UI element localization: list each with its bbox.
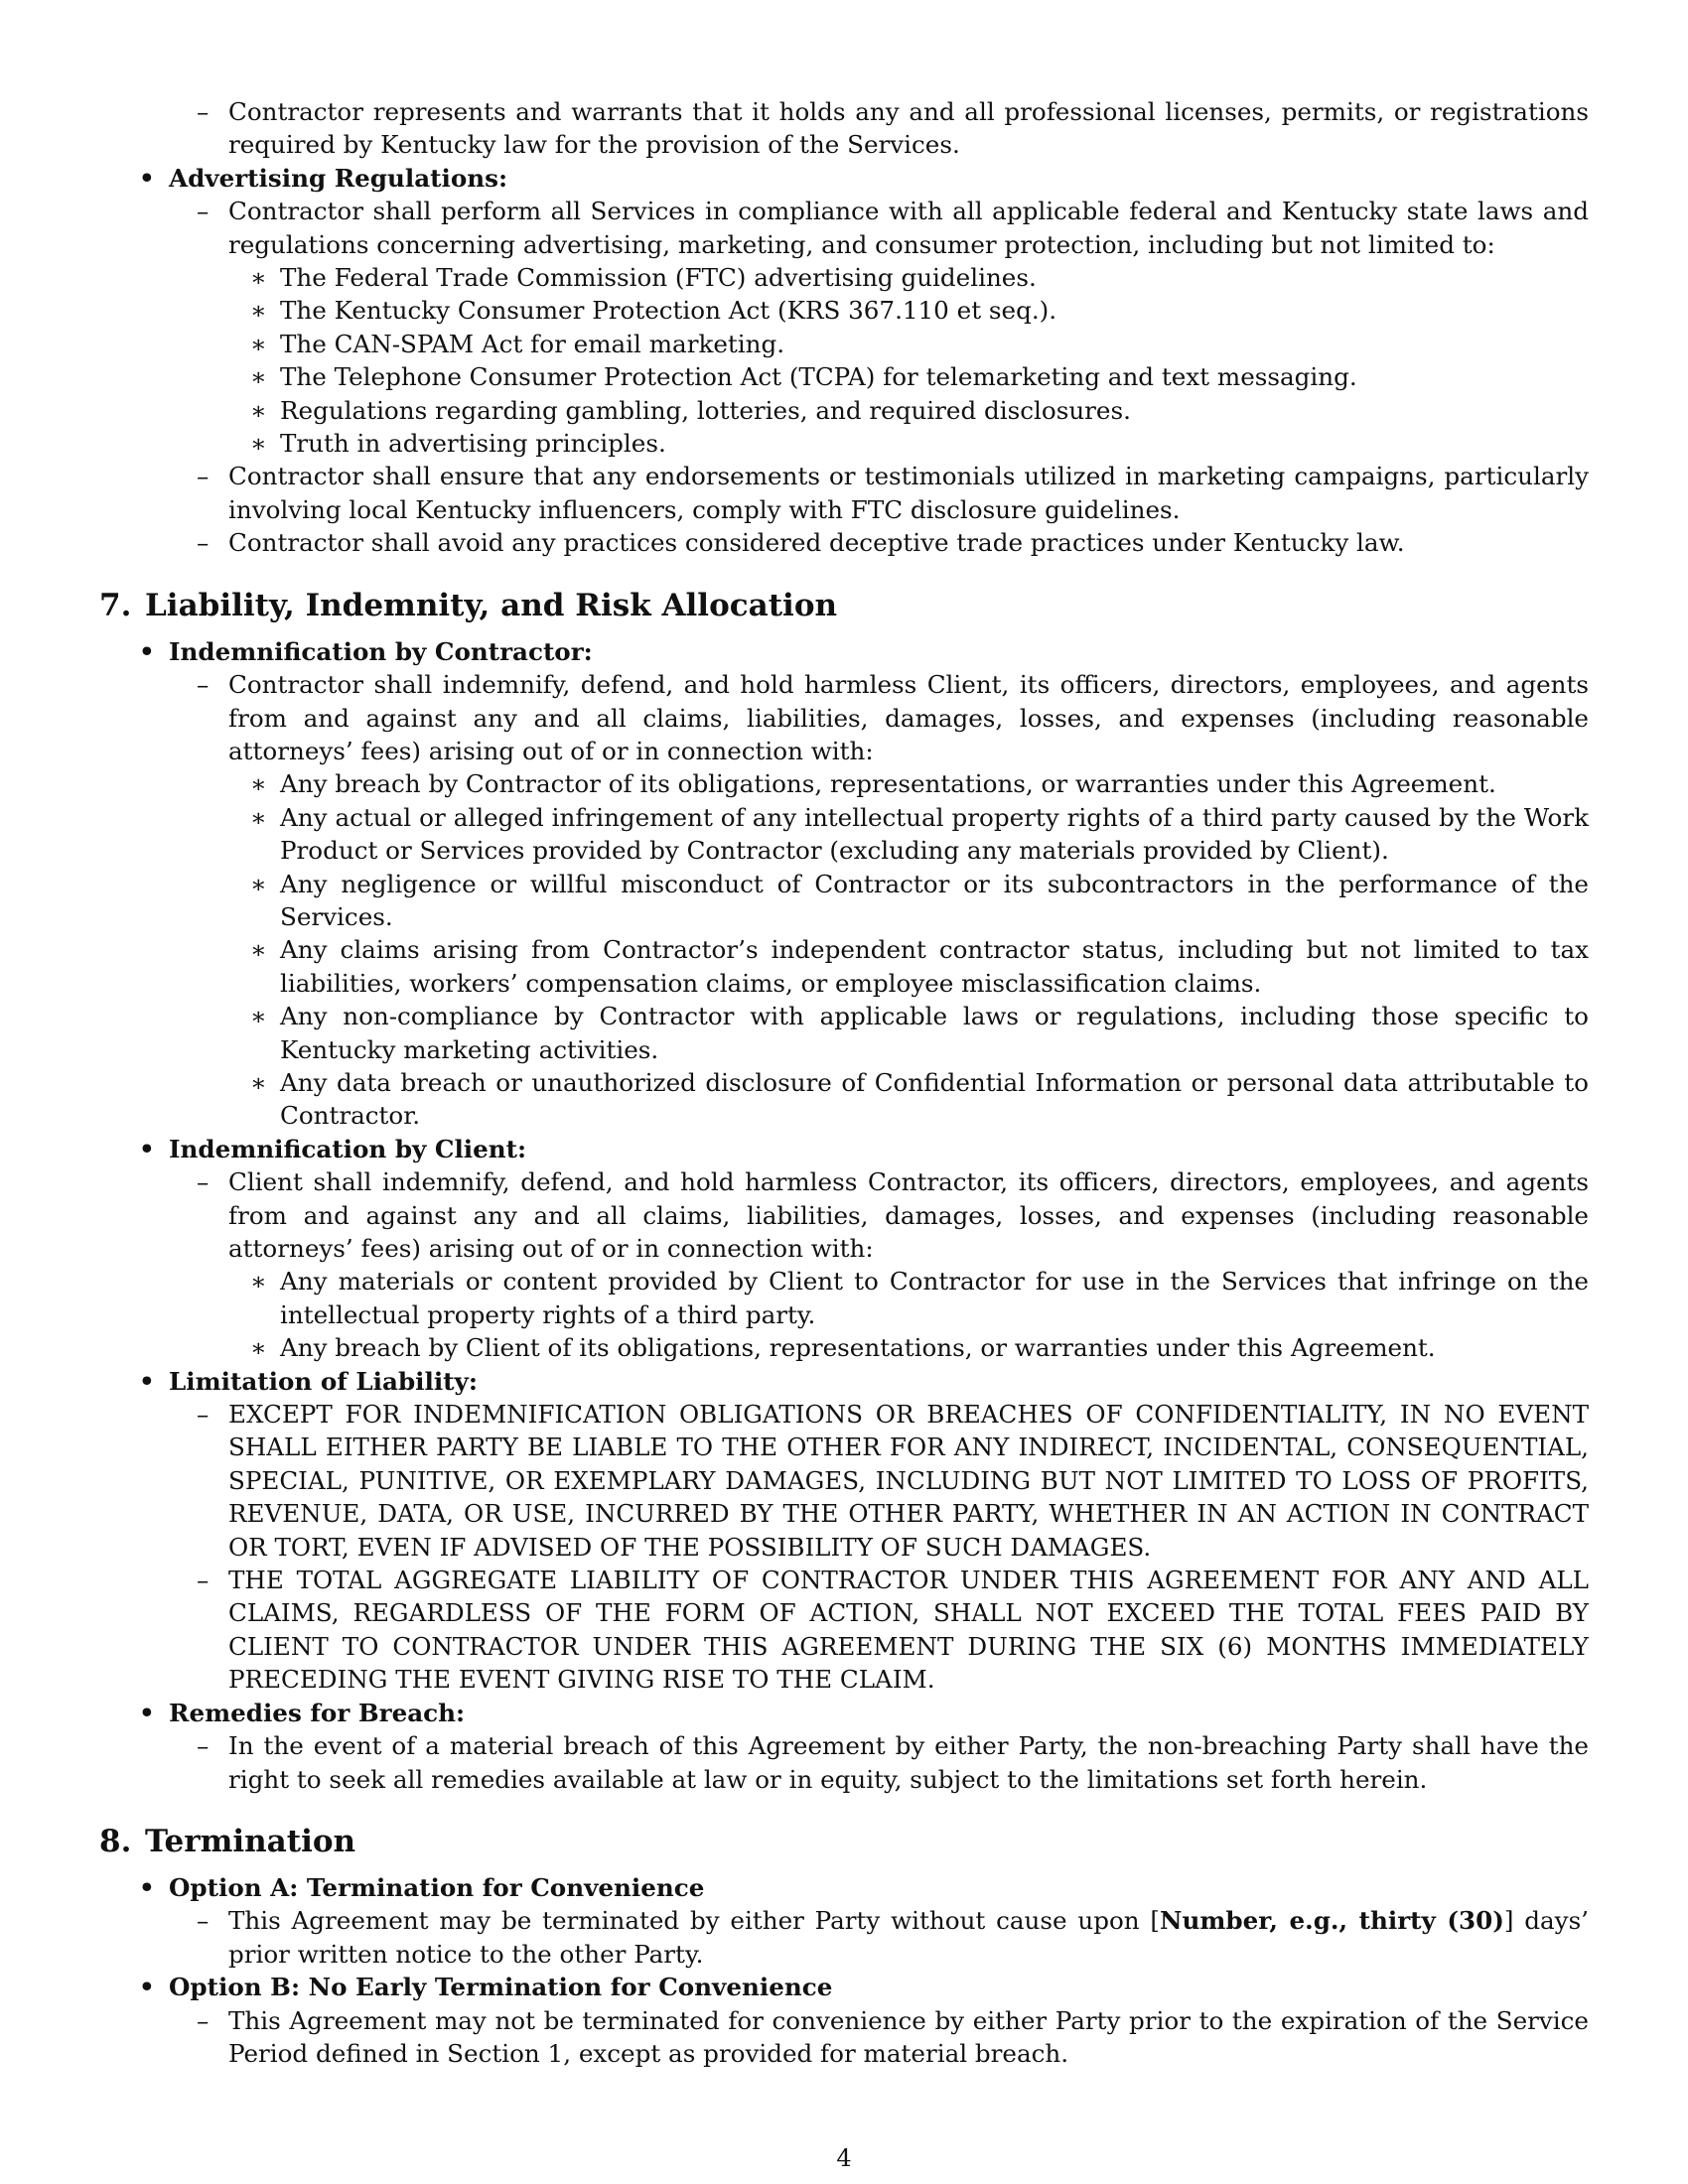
bullet-marker: • [139, 636, 155, 666]
star-marker: ∗ [250, 802, 267, 832]
list-item [250, 427, 1589, 460]
bullet-marker: • [139, 1698, 155, 1727]
advertising-item: The Federal Trade Commission (FTC) advertising guidelines. [280, 263, 1037, 293]
list-item [250, 1331, 1589, 1364]
list-item [197, 2004, 1589, 2071]
client-indemnification-title: Indemnification by Client: [169, 1134, 527, 1163]
dash-marker: – [197, 670, 210, 700]
dash-marker: – [197, 462, 210, 491]
section-title: Termination [145, 1823, 356, 1859]
star-marker: ∗ [250, 769, 267, 799]
list-item [250, 767, 1589, 800]
list-item [250, 394, 1589, 427]
list-item [197, 1165, 1589, 1265]
list-item [250, 328, 1589, 360]
remedies-text: In the event of a material breach of this Agreement by either Party, the non-breaching Party shall have the right to seek all remedies available at law or in equity, subject to the limitations set forth herein. [228, 1731, 1589, 1794]
endorsements-text: Contractor shall ensure that any endorsements or testimonials utilized in marketing campaigns, particularly involving local Kentucky influencers, comply with FTC disclosure guidelines. [228, 462, 1589, 524]
contractor-indemnification-title: Indemnification by Contractor: [169, 636, 593, 666]
list-item [197, 95, 1589, 162]
dash-marker: – [197, 1167, 210, 1197]
star-marker: ∗ [250, 429, 267, 459]
list-item [250, 933, 1589, 1000]
list-item [250, 868, 1589, 934]
section-7-heading [99, 584, 1589, 627]
option-a-text-start: This Agreement may be terminated by either Party without cause upon [ [228, 1906, 1161, 1936]
advertising-intro: Contractor shall perform all Services in compliance with all applicable federal and Kentucky state laws and regulations concerning advertising, marketing, and consumer protection, including but not limited to: [228, 197, 1589, 259]
contractor-item: Any data breach or unauthorized disclosure of Confidential Information or personal data attributable to Contractor. [280, 1067, 1589, 1131]
list-item [250, 801, 1589, 868]
list-item [197, 668, 1589, 767]
list-item [197, 460, 1589, 526]
list-item [197, 1729, 1589, 1796]
option-a-placeholder: Number, e.g., thirty (30) [1160, 1906, 1504, 1936]
option-a-title: Option A: Termination for Convenience [169, 1872, 705, 1902]
star-marker: ∗ [250, 869, 267, 898]
bullet-marker: • [139, 1366, 155, 1396]
list-item [250, 294, 1589, 327]
client-indemnification-intro: Client shall indemnify, defend, and hold harmless Contractor, its officers, directors, employees, and agents from and against any and all claims, liabilities, damages, losses, and expenses (including reasonable attorneys’ fees) arising out of or in connection with: [228, 1167, 1589, 1263]
licensing-text: Contractor represents and warrants that it holds any and all professional licenses, permits, or registrations required by Kentucky law for the provision of the Services. [228, 97, 1589, 160]
list-item [250, 1066, 1589, 1133]
list-item [197, 1398, 1589, 1564]
contractor-item: Any negligence or willful misconduct of Contractor or its subcontractors in the performance of the Services. [280, 869, 1589, 931]
advertising-item: The CAN-SPAM Act for email marketing. [280, 329, 785, 358]
star-marker: ∗ [250, 329, 267, 358]
dash-marker: – [197, 1566, 210, 1595]
contractor-item: Any non-compliance by Contractor with applicable laws or regulations, including those specific to Kentucky marketing activities. [280, 1002, 1589, 1064]
limitation-item: THE TOTAL AGGREGATE LIABILITY OF CONTRACTOR UNDER THIS AGREEMENT FOR ANY AND ALL CLAIMS, REGARDLESS OF THE FORM OF ACTION, SHALL NOT EXCEED THE TOTAL FEES PAID BY CLIENT TO CONTRACTOR UNDER THIS AGREEMENT DURING THE SIX (6) MONTHS IMMEDIATELY PRECEDING THE EVENT GIVING RISE TO THE CLAIM. [228, 1566, 1589, 1695]
star-marker: ∗ [250, 1267, 267, 1297]
dash-marker: – [197, 197, 210, 226]
star-marker: ∗ [250, 395, 267, 425]
client-item: Any breach by Client of its obligations, representations, or warranties under this Agreement. [280, 1333, 1436, 1363]
contractor-indemnification-intro: Contractor shall indemnify, defend, and hold harmless Client, its officers, directors, employees, and agents from and against any and all claims, liabilities, damages, losses, and expenses (including reasonable attorneys’ fees) arising out of or in connection with: [228, 670, 1589, 765]
list-item [250, 261, 1589, 294]
list-item [197, 1904, 1590, 1971]
client-item: Any materials or content provided by Client to Contractor for use in the Services that infringe on the intellectual property rights of a third party. [280, 1267, 1589, 1329]
section-number: 8. [99, 1823, 132, 1859]
option-b-title: Option B: No Early Termination for Convenience [169, 1973, 833, 2002]
star-marker: ∗ [250, 362, 267, 392]
dash-marker: – [197, 528, 210, 558]
dash-marker: – [197, 2005, 210, 2035]
star-marker: ∗ [250, 1002, 267, 1031]
list-item [250, 1000, 1589, 1066]
advertising-item: Regulations regarding gambling, lotteries, and required disclosures. [280, 395, 1131, 425]
list-item [250, 360, 1589, 393]
section-8-heading [99, 1820, 1589, 1863]
bullet-marker: • [139, 1872, 155, 1902]
dash-marker: – [197, 1731, 210, 1761]
list-item [139, 1133, 1589, 1165]
page-number: 4 [836, 2144, 852, 2172]
list-item [139, 162, 1589, 195]
list-item [139, 635, 1589, 668]
limitation-title: Limitation of Liability: [169, 1366, 478, 1396]
remedies-title: Remedies for Breach: [169, 1698, 466, 1727]
contractor-item: Any claims arising from Contractor’s independent contractor status, including but not limited to tax liabilities, workers’ compensation claims, or employee misclassification claims. [280, 935, 1589, 998]
deceptive-text: Contractor shall avoid any practices considered deceptive trade practices under Kentucky law. [228, 528, 1405, 558]
dash-marker: – [197, 97, 210, 126]
list-item [197, 195, 1589, 261]
list-item [139, 1365, 1589, 1398]
list-item [197, 1564, 1589, 1697]
list-item [139, 1971, 1589, 2003]
option-b-text: This Agreement may not be terminated for convenience by either Party prior to the expiration of the Service Period defined in Section 1, except as provided for material breach. [228, 2005, 1589, 2068]
dash-marker: – [197, 1906, 210, 1936]
advertising-item: Truth in advertising principles. [280, 429, 666, 459]
contractor-item: Any breach by Contractor of its obligations, representations, or warranties under this Agreement. [280, 769, 1496, 799]
list-item [139, 1697, 1589, 1729]
list-item [139, 1871, 1589, 1904]
star-marker: ∗ [250, 1067, 267, 1097]
list-item [250, 1265, 1589, 1331]
bullet-marker: • [139, 1973, 155, 2002]
bullet-marker: • [139, 1134, 155, 1163]
advertising-item: The Kentucky Consumer Protection Act (KRS 367.110 et seq.). [280, 296, 1057, 326]
option-a-text-end: ] days’ prior written notice to the other Party. [228, 1906, 1590, 1969]
star-marker: ∗ [250, 935, 267, 965]
star-marker: ∗ [250, 1333, 267, 1363]
bullet-marker: • [139, 163, 155, 193]
star-marker: ∗ [250, 263, 267, 293]
advertising-item: The Telephone Consumer Protection Act (TCPA) for telemarketing and text messaging. [280, 362, 1357, 392]
advertising-title: Advertising Regulations: [169, 163, 508, 193]
section-number: 7. [99, 587, 132, 623]
dash-marker: – [197, 1400, 210, 1430]
list-item [197, 526, 1589, 559]
contractor-item: Any actual or alleged infringement of any intellectual property rights of a third party caused by the Work Product or Services provided by Contractor (excluding any materials provided by Client). [280, 802, 1589, 866]
document-page [99, 95, 1589, 2070]
limitation-item: EXCEPT FOR INDEMNIFICATION OBLIGATIONS OR BREACHES OF CONFIDENTIALITY, IN NO EVENT SHALL EITHER PARTY BE LIABLE TO THE OTHER FOR ANY INDIRECT, INCIDENTAL, CONSEQUENTIAL, SPECIAL, PUNITIVE, OR EXEMPLARY DAMAGES, INCLUDING BUT NOT LIMITED TO LOSS OF PROFITS, REVENUE, DATA, OR USE, INCURRED BY THE OTHER PARTY, WHETHER IN AN ACTION IN CONTRACT OR TORT, EVEN IF ADVISED OF THE POSSIBILITY OF SUCH DAMAGES. [228, 1400, 1589, 1562]
star-marker: ∗ [250, 296, 267, 326]
section-title: Liability, Indemnity, and Risk Allocation [145, 587, 838, 623]
